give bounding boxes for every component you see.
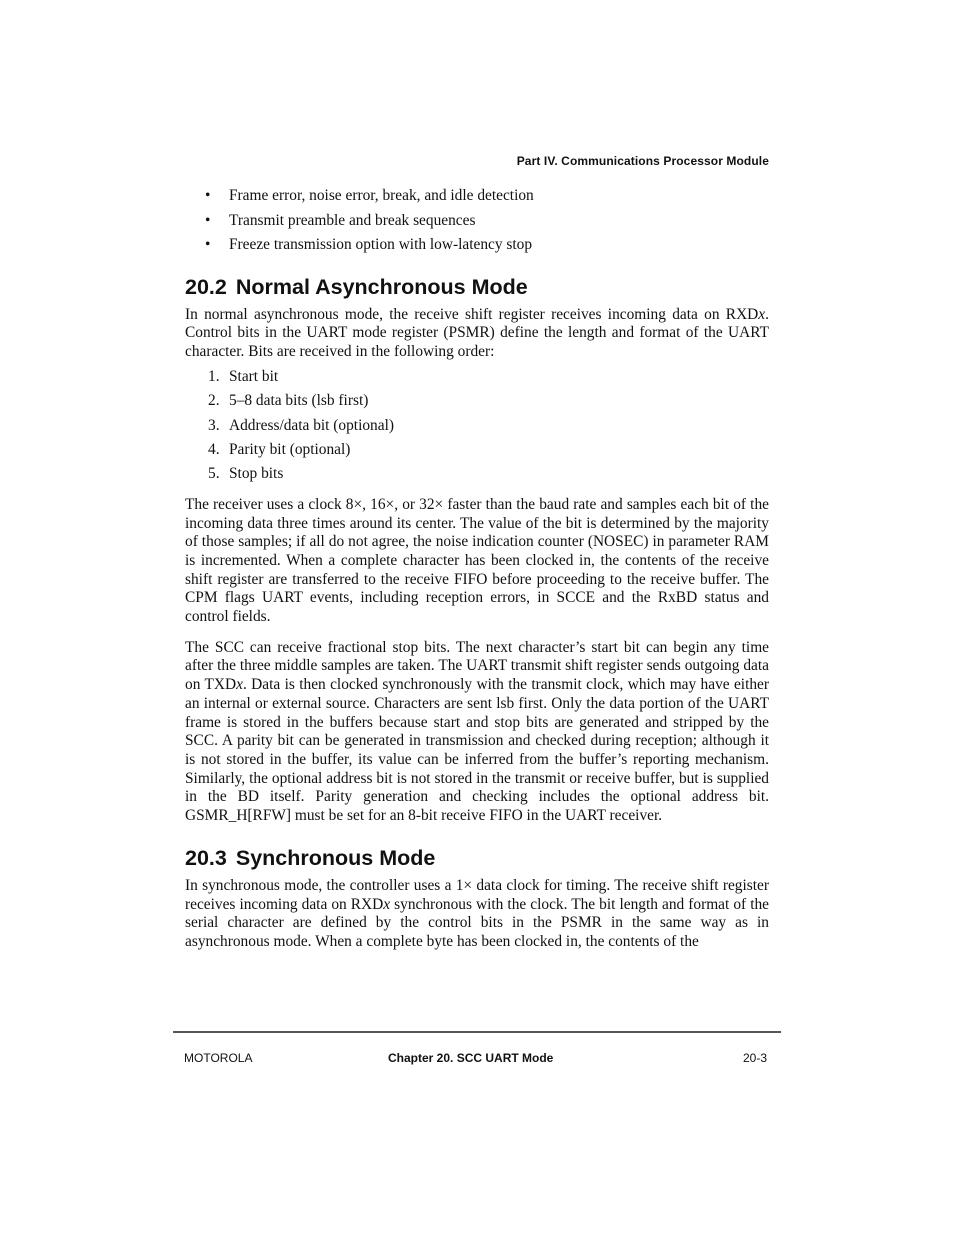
section-20-3-paragraph: In synchronous mode, the controller uses a 1× data clock for timing. The receive shift register receives incoming data on RXDx synchronous with the clock. The bit length and format of the serial character are defined by the control bits in the PSMR in the same way as in asynchronous mode. When a complete byte has been clocked in, the contents of the: [185, 876, 770, 950]
bullet-glyph: •: [205, 187, 211, 204]
list-item: [185, 462, 769, 486]
list-item-label: 5–8 data bits (lsb first): [229, 392, 369, 410]
bullet-item: [185, 233, 769, 258]
list-item-label: Address/data bit (optional): [229, 416, 394, 434]
bullet-item: [185, 184, 769, 209]
bullet-text: Freeze transmission option with low-latency stop: [229, 236, 533, 254]
list-item: [185, 389, 769, 413]
section-number: 20.3: [185, 845, 227, 870]
bullet-glyph: •: [205, 211, 211, 229]
section-heading-20-3: [185, 845, 769, 871]
list-item-number: 5.: [208, 465, 220, 483]
section-title: Normal Asynchronous Mode: [235, 274, 528, 299]
footer-divider: [173, 1031, 781, 1033]
list-item-label: Stop bits: [229, 465, 284, 483]
bullet-text: Frame error, noise error, break, and idle detection: [229, 187, 534, 204]
list-item: [185, 438, 769, 462]
bit-order-list: [185, 365, 769, 487]
list-item-label: Start bit: [229, 367, 279, 385]
section-heading-20-2: [185, 274, 769, 300]
footer-publisher: MOTOROLA: [184, 1051, 253, 1065]
feature-bullet-list: [185, 184, 769, 258]
page-content: [185, 184, 769, 952]
list-item-number: 4.: [208, 441, 220, 459]
running-head: Part IV. Communications Processor Module: [516, 154, 769, 168]
scc-paragraph: The SCC can receive fractional stop bits. The next character’s start bit can begin any time after the three middle samples are taken. The UART transmit shift register sends outgoing data on TXDx. Data is then clocked synchronously with the transmit clock, which may have either an internal or external source. Characters are sent lsb first. Only the data portion of the UART frame is stored in the buffers because start and stop bits are generated and stripped by the SCC. A parity bit can be generated in transmission and checked during reception; although it is not stored in the buffer, its value can be inferred from the buffer’s reporting mechanism. Similarly, the optional address bit is not stored in the transmit or receive buffer, but is supplied in the BD itself. Parity generation and checking includes the optional address bit. GSMR_H[RFW] must be set for an 8-bit receive FIFO in the UART receiver.: [185, 638, 770, 825]
footer-chapter: Chapter 20. SCC UART Mode: [388, 1051, 554, 1065]
bullet-text: Transmit preamble and break sequences: [229, 211, 476, 229]
receiver-paragraph: The receiver uses a clock 8×, 16×, or 32× faster than the baud rate and samples each bit of the incoming data three times around its center. The value of the bit is determined by the majority of those samples; if all do not agree, the noise indication counter (NOSEC) in parameter RAM is incremented. When a complete character has been clocked in, the contents of the receive shift register are transferred to the receive FIFO before proceeding to the receive buffer. The CPM flags UART events, including reception errors, in SCCE and the RxBD status and control fields.: [185, 495, 769, 626]
list-item-number: 3.: [208, 416, 220, 434]
section-title: Synchronous Mode: [235, 845, 436, 870]
section-number: 20.2: [185, 274, 227, 299]
section-20-2-intro: In normal asynchronous mode, the receive shift register receives incoming data on RXDx. Control bits in the UART mode register (PSMR) define the length and format of the UART character. Bits are received in the following order:: [185, 305, 769, 361]
list-item-number: 1.: [208, 367, 220, 385]
footer-page-number: 20-3: [742, 1051, 767, 1065]
list-item-label: Parity bit (optional): [229, 441, 351, 459]
bullet-item: [185, 209, 769, 234]
list-item: [185, 414, 769, 438]
bullet-glyph: •: [205, 236, 211, 254]
list-item-number: 2.: [208, 392, 220, 410]
list-item: [185, 365, 769, 389]
